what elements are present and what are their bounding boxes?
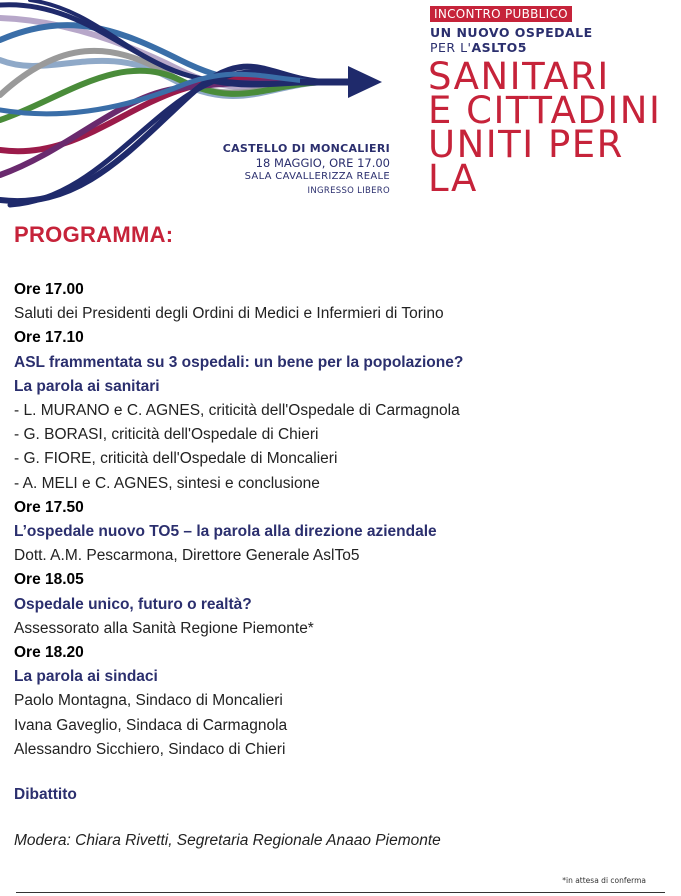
- program-line: Assessorato alla Sanità Regione Piemonte*: [14, 619, 314, 637]
- program-topic: ASL frammentata su 3 ospedali: un bene per la popolazione?: [14, 353, 464, 371]
- program-topic: Ospedale unico, futuro o realtà?: [14, 595, 252, 613]
- program-line: Ivana Gaveglio, Sindaca di Carmagnola: [14, 716, 288, 734]
- program-line: Paolo Montagna, Sindaco di Moncalieri: [14, 692, 283, 710]
- venue-room: SALA CAVALLERIZZA REALE: [244, 171, 390, 182]
- program-section: [14, 222, 664, 804]
- program-topic: La parola ai sanitari: [14, 377, 160, 395]
- program-line: - L. MURANO e C. AGNES, criticità dell'Ospedale di Carmagnola: [14, 402, 460, 420]
- program-time: Ore 18.05: [14, 571, 84, 589]
- venue-entry: INGRESSO LIBERO: [307, 186, 390, 196]
- program-line: Alessandro Sicchiero, Sindaco di Chieri: [14, 740, 286, 758]
- headline-salute-highlight: SALUTE: [480, 162, 642, 196]
- venue-block: [210, 142, 390, 198]
- program-title: PROGRAMMA:: [14, 222, 174, 247]
- program-time: Ore 17.50: [14, 498, 84, 516]
- event-kicker-badge: INCONTRO PUBBLICO: [430, 6, 572, 22]
- program-line: Saluti dei Presidenti degli Ordini di Medici e Infermieri di Torino: [14, 305, 444, 323]
- headline-row-3: UNITI PER: [428, 123, 624, 166]
- program-time: Ore 18.20: [14, 644, 84, 662]
- program-time: Ore 17.00: [14, 281, 84, 298]
- subtitle-prefix: PER L': [430, 40, 472, 55]
- subtitle-line1: UN NUOVO OSPEDALE: [430, 25, 593, 40]
- program-time: Ore 17.10: [14, 329, 84, 347]
- venue-datetime: 18 MAGGIO, ORE 17.00: [255, 156, 390, 170]
- headline-la: LA: [428, 157, 478, 200]
- program-line: - G. FIORE, criticità dell'Ospedale di Moncalieri: [14, 450, 338, 468]
- debate-label: Dibattito: [14, 786, 77, 804]
- headline-row-4: [428, 157, 661, 200]
- program-list: [14, 278, 664, 762]
- footnote: *in attesa di conferma: [562, 876, 646, 885]
- event-headline: [428, 55, 662, 200]
- program-topic: La parola ai sindaci: [14, 668, 158, 686]
- program-topic: L’ospedale nuovo TO5 – la parola alla direzione aziendale: [14, 523, 437, 541]
- subtitle-line2: [430, 40, 593, 55]
- bottom-divider: [16, 892, 665, 893]
- headline-row-2: E CITTADINI: [428, 89, 662, 132]
- subtitle-asl: ASLTO5: [471, 40, 527, 55]
- event-subtitle: [430, 25, 593, 55]
- spacer: [14, 762, 664, 786]
- program-line: - G. BORASI, criticità dell'Ospedale di Chieri: [14, 426, 319, 444]
- venue-place: CASTELLO DI MONCALIERI: [222, 142, 390, 155]
- program-line: Dott. A.M. Pescarmona, Direttore Generale AslTo5: [14, 547, 360, 565]
- program-line: - A. MELI e C. AGNES, sintesi e conclusione: [14, 474, 320, 492]
- moderator-line: Modera: Chiara Rivetti, Segretaria Regionale Anaao Piemonte: [14, 832, 441, 849]
- headline-row-1: SANITARI: [428, 55, 610, 98]
